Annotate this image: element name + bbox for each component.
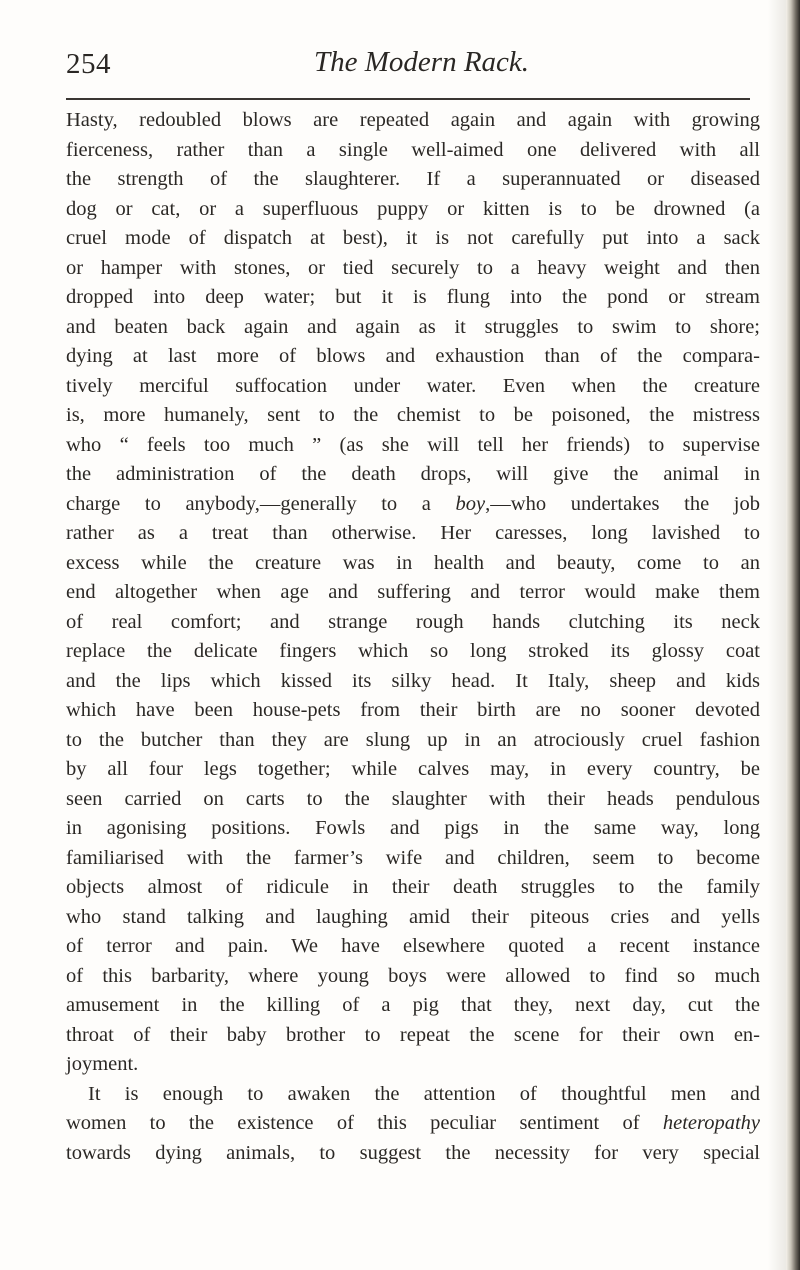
- text-line: cruel mode of dispatch at best), it is not carefully put into a sack: [66, 227, 760, 249]
- text-line: and the lips which kissed its silky head. It Italy, sheep and kids: [66, 669, 760, 692]
- text-line: of real comfort; and strange rough hands clutching its neck: [66, 610, 760, 633]
- text-line: or hamper with stones, or tied securely to a heavy weight and then: [66, 256, 760, 279]
- text-line: of this barbarity, where young boys were allowed to find so much: [66, 964, 760, 987]
- text-line: Hasty, redoubled blows are repeated again and again with growing: [66, 109, 760, 131]
- text-line: end altogether when age and suffering and terror would make them: [66, 581, 760, 603]
- text-line: dog or cat, or a superfluous puppy or kitten is to be drowned (a: [66, 197, 760, 220]
- italic-word: boy: [455, 492, 486, 515]
- text-line: dropped into deep water; but it is flung into the pond or stream: [66, 286, 760, 308]
- text-line: throat of their baby brother to repeat the scene for their own en-: [66, 1023, 760, 1046]
- text-line: by all four legs together; while calves may, in every country, be: [66, 758, 760, 780]
- text-line: tively merciful suffocation under water. Even when the creature: [66, 374, 760, 397]
- text-line: who “ feels too much ” (as she will tell her friends) to supervise: [66, 433, 760, 456]
- text-segment: ,—who undertakes the job: [485, 492, 761, 515]
- text-line: to the butcher than they are slung up in an atrociously cruel fashion: [66, 728, 760, 751]
- text-segment: women to the existence of this peculiar sentiment of: [66, 1112, 640, 1134]
- text-line: familiarised with the farmer’s wife and children, seem to become: [66, 846, 760, 869]
- text-line: amusement in the killing of a pig that they, next day, cut the: [66, 994, 760, 1016]
- text-line: excess while the creature was in health and beauty, come to an: [66, 551, 760, 574]
- text-line: and beaten back again and again as it struggles to swim to shore;: [66, 315, 760, 338]
- text-line: which have been house-pets from their birth are no sooner devoted: [66, 699, 760, 721]
- italic-word: heteropathy: [662, 1112, 760, 1134]
- text-segment: charge to anybody,—generally to a: [66, 492, 456, 515]
- text-line: It is enough to awaken the attention of thoughtful men and: [88, 1082, 760, 1105]
- binding-shadow: [768, 0, 786, 1270]
- header-rule: [66, 98, 750, 100]
- text-line: the strength of the slaughterer. If a superannuated or diseased: [66, 168, 760, 190]
- text-line: towards dying animals, to suggest the necessity for very special: [66, 1141, 760, 1164]
- text-line: of terror and pain. We have elsewhere quoted a recent instance: [66, 935, 760, 957]
- running-head: [66, 44, 756, 84]
- text-line: joyment.: [66, 1053, 139, 1075]
- running-title: The Modern Rack.: [314, 46, 530, 78]
- text-line: rather as a treat than otherwise. Her caresses, long lavished to: [66, 522, 760, 544]
- body-text: [66, 106, 760, 1168]
- text-line: is, more humanely, sent to the chemist to be poisoned, the mistress: [66, 404, 760, 426]
- binding-edge: [786, 0, 800, 1270]
- text-line: [66, 1109, 760, 1139]
- text-line: fierceness, rather than a single well-aimed one delivered with all: [66, 138, 760, 161]
- text-line: seen carried on carts to the slaughter with their heads pendulous: [66, 787, 760, 810]
- page-number: 254: [66, 48, 111, 80]
- text-line: replace the delicate fingers which so long stroked its glossy coat: [66, 640, 760, 662]
- text-line: who stand talking and laughing amid their piteous cries and yells: [66, 905, 760, 928]
- text-line: objects almost of ridicule in their death struggles to the family: [66, 876, 760, 898]
- text-line: in agonising positions. Fowls and pigs in the same way, long: [66, 817, 760, 839]
- text-line: [66, 490, 760, 520]
- text-line: the administration of the death drops, will give the animal in: [66, 463, 760, 485]
- text-line: dying at last more of blows and exhaustion than of the compara-: [66, 345, 760, 367]
